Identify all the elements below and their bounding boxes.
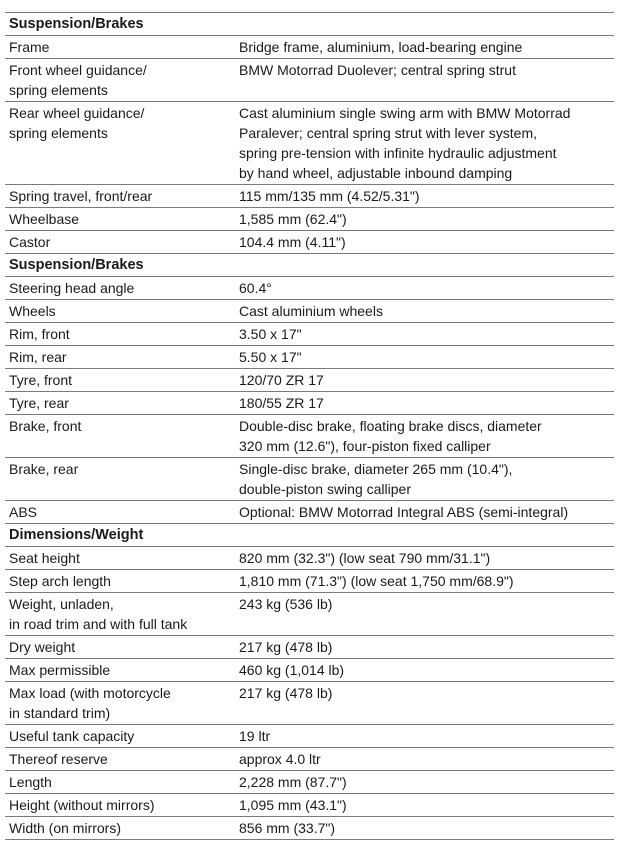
- spec-value: 1,810 mm (71.3") (low seat 1,750 mm/68.9"): [235, 570, 614, 593]
- spec-value: 180/55 ZR 17: [235, 392, 614, 415]
- spec-label: Height (without mirrors): [5, 794, 235, 817]
- spec-value: Double-disc brake, floating brake discs, diameter 320 mm (12.6"), four-piston fixed calliper: [235, 415, 614, 458]
- spec-label: Brake, front: [5, 415, 235, 458]
- spec-label: Rim, front: [5, 323, 235, 346]
- spec-row: [5, 659, 614, 682]
- spec-label: Tyre, rear: [5, 392, 235, 415]
- spec-value: 115 mm/135 mm (4.52/5.31"): [235, 185, 614, 208]
- spec-row: [5, 300, 614, 323]
- spec-row: [5, 102, 614, 185]
- spec-label: Brake, rear: [5, 458, 235, 501]
- spec-value: Optional: BMW Motorrad Integral ABS (semi-integral): [235, 501, 614, 524]
- spec-value: 243 kg (536 lb): [235, 593, 614, 636]
- spec-row: [5, 501, 614, 524]
- spec-label: Wheelbase: [5, 208, 235, 231]
- spec-label: Rear wheel guidance/ spring elements: [5, 102, 235, 185]
- spec-value: Single-disc brake, diameter 265 mm (10.4"), double-piston swing calliper: [235, 458, 614, 501]
- spec-label: Wheels: [5, 300, 235, 323]
- spec-value: approx 4.0 ltr: [235, 748, 614, 771]
- spec-value: 2,228 mm (87.7"): [235, 771, 614, 794]
- spec-value: Cast aluminium wheels: [235, 300, 614, 323]
- spec-row: [5, 771, 614, 794]
- spec-label: Max permissible: [5, 659, 235, 682]
- spec-row: [5, 369, 614, 392]
- spec-label: Spring travel, front/rear: [5, 185, 235, 208]
- spec-row: [5, 570, 614, 593]
- spec-value: 856 mm (33.7"): [235, 817, 614, 840]
- spec-table: [5, 12, 614, 840]
- spec-label: Max load (with motorcycle in standard trim): [5, 682, 235, 725]
- spec-row: [5, 636, 614, 659]
- section-header-row: [5, 524, 614, 547]
- section-title: Suspension/Brakes: [5, 254, 614, 277]
- spec-label: Frame: [5, 36, 235, 59]
- spec-row: [5, 458, 614, 501]
- spec-value: 1,095 mm (43.1"): [235, 794, 614, 817]
- spec-row: [5, 748, 614, 771]
- spec-label: Length: [5, 771, 235, 794]
- spec-value: 19 ltr: [235, 725, 614, 748]
- spec-label: Step arch length: [5, 570, 235, 593]
- spec-value: Cast aluminium single swing arm with BMW Motorrad Paralever; central spring strut with lever system, spring pre-tension with infinite hydraulic adjustment by hand wheel, adjustable inbound damping: [235, 102, 614, 185]
- spec-label: Steering head angle: [5, 277, 235, 300]
- spec-value: 820 mm (32.3") (low seat 790 mm/31.1"): [235, 547, 614, 570]
- section-header-row: [5, 13, 614, 36]
- spec-row: [5, 277, 614, 300]
- spec-row: [5, 346, 614, 369]
- spec-row: [5, 36, 614, 59]
- spec-value: 104.4 mm (4.11"): [235, 231, 614, 254]
- spec-label: Thereof reserve: [5, 748, 235, 771]
- spec-label: Useful tank capacity: [5, 725, 235, 748]
- spec-value: 1,585 mm (62.4"): [235, 208, 614, 231]
- spec-label: Seat height: [5, 547, 235, 570]
- section-header-row: [5, 254, 614, 277]
- spec-row: [5, 682, 614, 725]
- spec-value: 120/70 ZR 17: [235, 369, 614, 392]
- spec-row: [5, 794, 614, 817]
- spec-value: 3.50 x 17": [235, 323, 614, 346]
- spec-row: [5, 593, 614, 636]
- spec-row: [5, 392, 614, 415]
- spec-value: BMW Motorrad Duolever; central spring strut: [235, 59, 614, 102]
- spec-value: 217 kg (478 lb): [235, 636, 614, 659]
- spec-row: [5, 208, 614, 231]
- spec-row: [5, 817, 614, 840]
- spec-value: 60.4°: [235, 277, 614, 300]
- spec-table-body: [5, 13, 614, 840]
- spec-label: ABS: [5, 501, 235, 524]
- spec-row: [5, 547, 614, 570]
- spec-row: [5, 185, 614, 208]
- section-title: Suspension/Brakes: [5, 13, 614, 36]
- spec-row: [5, 415, 614, 458]
- spec-label: Rim, rear: [5, 346, 235, 369]
- spec-label: Tyre, front: [5, 369, 235, 392]
- spec-row: [5, 323, 614, 346]
- spec-value: 460 kg (1,014 lb): [235, 659, 614, 682]
- spec-row: [5, 59, 614, 102]
- spec-label: Castor: [5, 231, 235, 254]
- spec-label: Dry weight: [5, 636, 235, 659]
- spec-label: Weight, unladen, in road trim and with full tank: [5, 593, 235, 636]
- spec-value: Bridge frame, aluminium, load-bearing engine: [235, 36, 614, 59]
- spec-row: [5, 725, 614, 748]
- spec-value: 217 kg (478 lb): [235, 682, 614, 725]
- section-title: Dimensions/Weight: [5, 524, 614, 547]
- spec-value: 5.50 x 17": [235, 346, 614, 369]
- spec-label: Width (on mirrors): [5, 817, 235, 840]
- spec-label: Front wheel guidance/ spring elements: [5, 59, 235, 102]
- spec-row: [5, 231, 614, 254]
